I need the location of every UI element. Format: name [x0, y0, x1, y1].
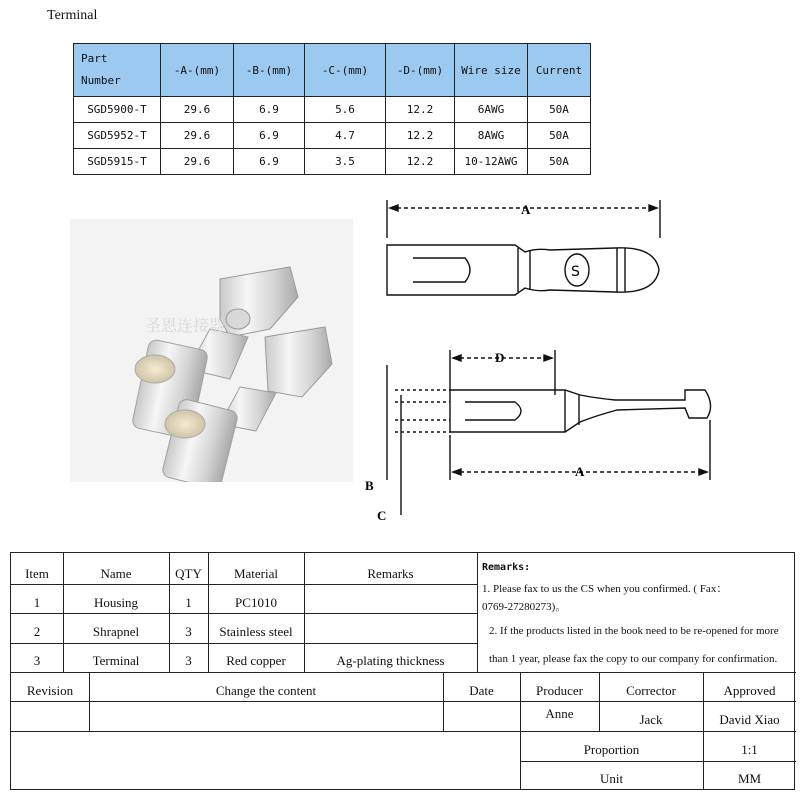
header-part-number: Part Number: [74, 44, 161, 97]
table-row-material: Stainless steel: [219, 624, 293, 639]
proportion-value: 1:1: [741, 742, 758, 757]
remarks-heading: Remarks:: [482, 562, 531, 573]
producer-label: Producer: [536, 683, 583, 698]
header-a: -A-(mm): [161, 44, 234, 97]
table-row: [74, 97, 591, 123]
cell: 6AWG: [455, 97, 528, 123]
table-row-name: Housing: [93, 595, 139, 610]
table-row-item: 3: [33, 653, 41, 668]
watermark-text: 圣恩连接器: [145, 316, 226, 335]
table-row-name: Shrapnel: [92, 624, 140, 639]
cell: 50A: [528, 149, 591, 175]
terminal-photo-illustration: [70, 219, 353, 482]
bom-header-qty: QTY: [175, 566, 202, 581]
cell: 29.6: [161, 97, 234, 123]
dim-a-label: A: [521, 202, 531, 217]
bom-header-remarks: Remarks: [367, 566, 414, 581]
s-logo-icon: S: [571, 264, 580, 280]
technical-drawing: [355, 190, 785, 530]
cell: 50A: [528, 123, 591, 149]
unit-label: Unit: [599, 771, 624, 786]
bom-header-name: Name: [100, 566, 132, 581]
change-content-label: Change the content: [215, 683, 317, 698]
table-row-qty: 3: [185, 624, 192, 639]
cell: 6.9: [234, 97, 305, 123]
side-view: [450, 390, 711, 432]
proportion-label: Proportion: [583, 742, 640, 757]
bom-table: [10, 552, 795, 790]
cell: 4.7: [305, 123, 386, 149]
table-row-name: Terminal: [92, 653, 140, 668]
cell: 3.5: [305, 149, 386, 175]
date-label: Date: [469, 683, 494, 698]
cell: 12.2: [386, 97, 455, 123]
corrector-label: Corrector: [626, 683, 676, 698]
spec-table: [73, 43, 591, 175]
table-row: [74, 149, 591, 175]
unit-value: MM: [737, 771, 762, 786]
table-row-item: 2: [33, 624, 41, 639]
corrector-value: Jack: [639, 712, 663, 727]
cell: 29.6: [161, 149, 234, 175]
page-title: Terminal: [47, 8, 98, 23]
cell: 50A: [528, 97, 591, 123]
cell: SGD5952-T: [74, 123, 161, 149]
cell: SGD5915-T: [74, 149, 161, 175]
dim-c-label: C: [377, 508, 387, 523]
dim-b-label: B: [365, 478, 374, 493]
spec-header-row: [74, 44, 591, 97]
dim-d-label: D: [495, 350, 505, 365]
bom-header-item: Item: [25, 566, 49, 581]
remarks-line2b: than 1 year, please fax the copy to our company for confirmation.: [489, 653, 778, 665]
table-row: [74, 123, 591, 149]
header-b: -B-(mm): [234, 44, 305, 97]
cell: 5.6: [305, 97, 386, 123]
table-row-qty: 3: [185, 653, 192, 668]
table-row-remarks: Ag-plating thickness: [336, 653, 445, 668]
table-row-qty: 1: [185, 595, 192, 610]
table-row-item: 1: [33, 595, 41, 610]
cell: 12.2: [386, 149, 455, 175]
top-view: [387, 245, 659, 295]
product-photo: [70, 219, 353, 482]
header-c: -C-(mm): [305, 44, 386, 97]
cell: 10-12AWG: [455, 149, 528, 175]
bom-header-material: Material: [233, 566, 279, 581]
revision-label: Revision: [26, 683, 74, 698]
producer-value: Anne: [545, 706, 574, 721]
table-row-material: PC1010: [235, 595, 277, 610]
header-current: Current: [528, 44, 591, 97]
table-row-material: Red copper: [226, 653, 286, 668]
remarks-line1: 1. Please fax to us the CS when you confirmed. ( Fax：: [482, 583, 728, 595]
remarks-line1b: 0769-27280273)。: [482, 601, 567, 613]
remarks-line2: 2. If the products listed in the book need to be re-opened for more: [489, 625, 779, 637]
cell: 6.9: [234, 123, 305, 149]
approved-value: David Xiao: [719, 712, 780, 727]
cell: 6.9: [234, 149, 305, 175]
header-wire-size: Wire size: [455, 44, 528, 97]
approved-label: Approved: [723, 683, 776, 698]
dim-a-bottom-label: A: [575, 464, 585, 479]
cell: 8AWG: [455, 123, 528, 149]
cell: 12.2: [386, 123, 455, 149]
header-d: -D-(mm): [386, 44, 455, 97]
cell: 29.6: [161, 123, 234, 149]
cell: SGD5900-T: [74, 97, 161, 123]
